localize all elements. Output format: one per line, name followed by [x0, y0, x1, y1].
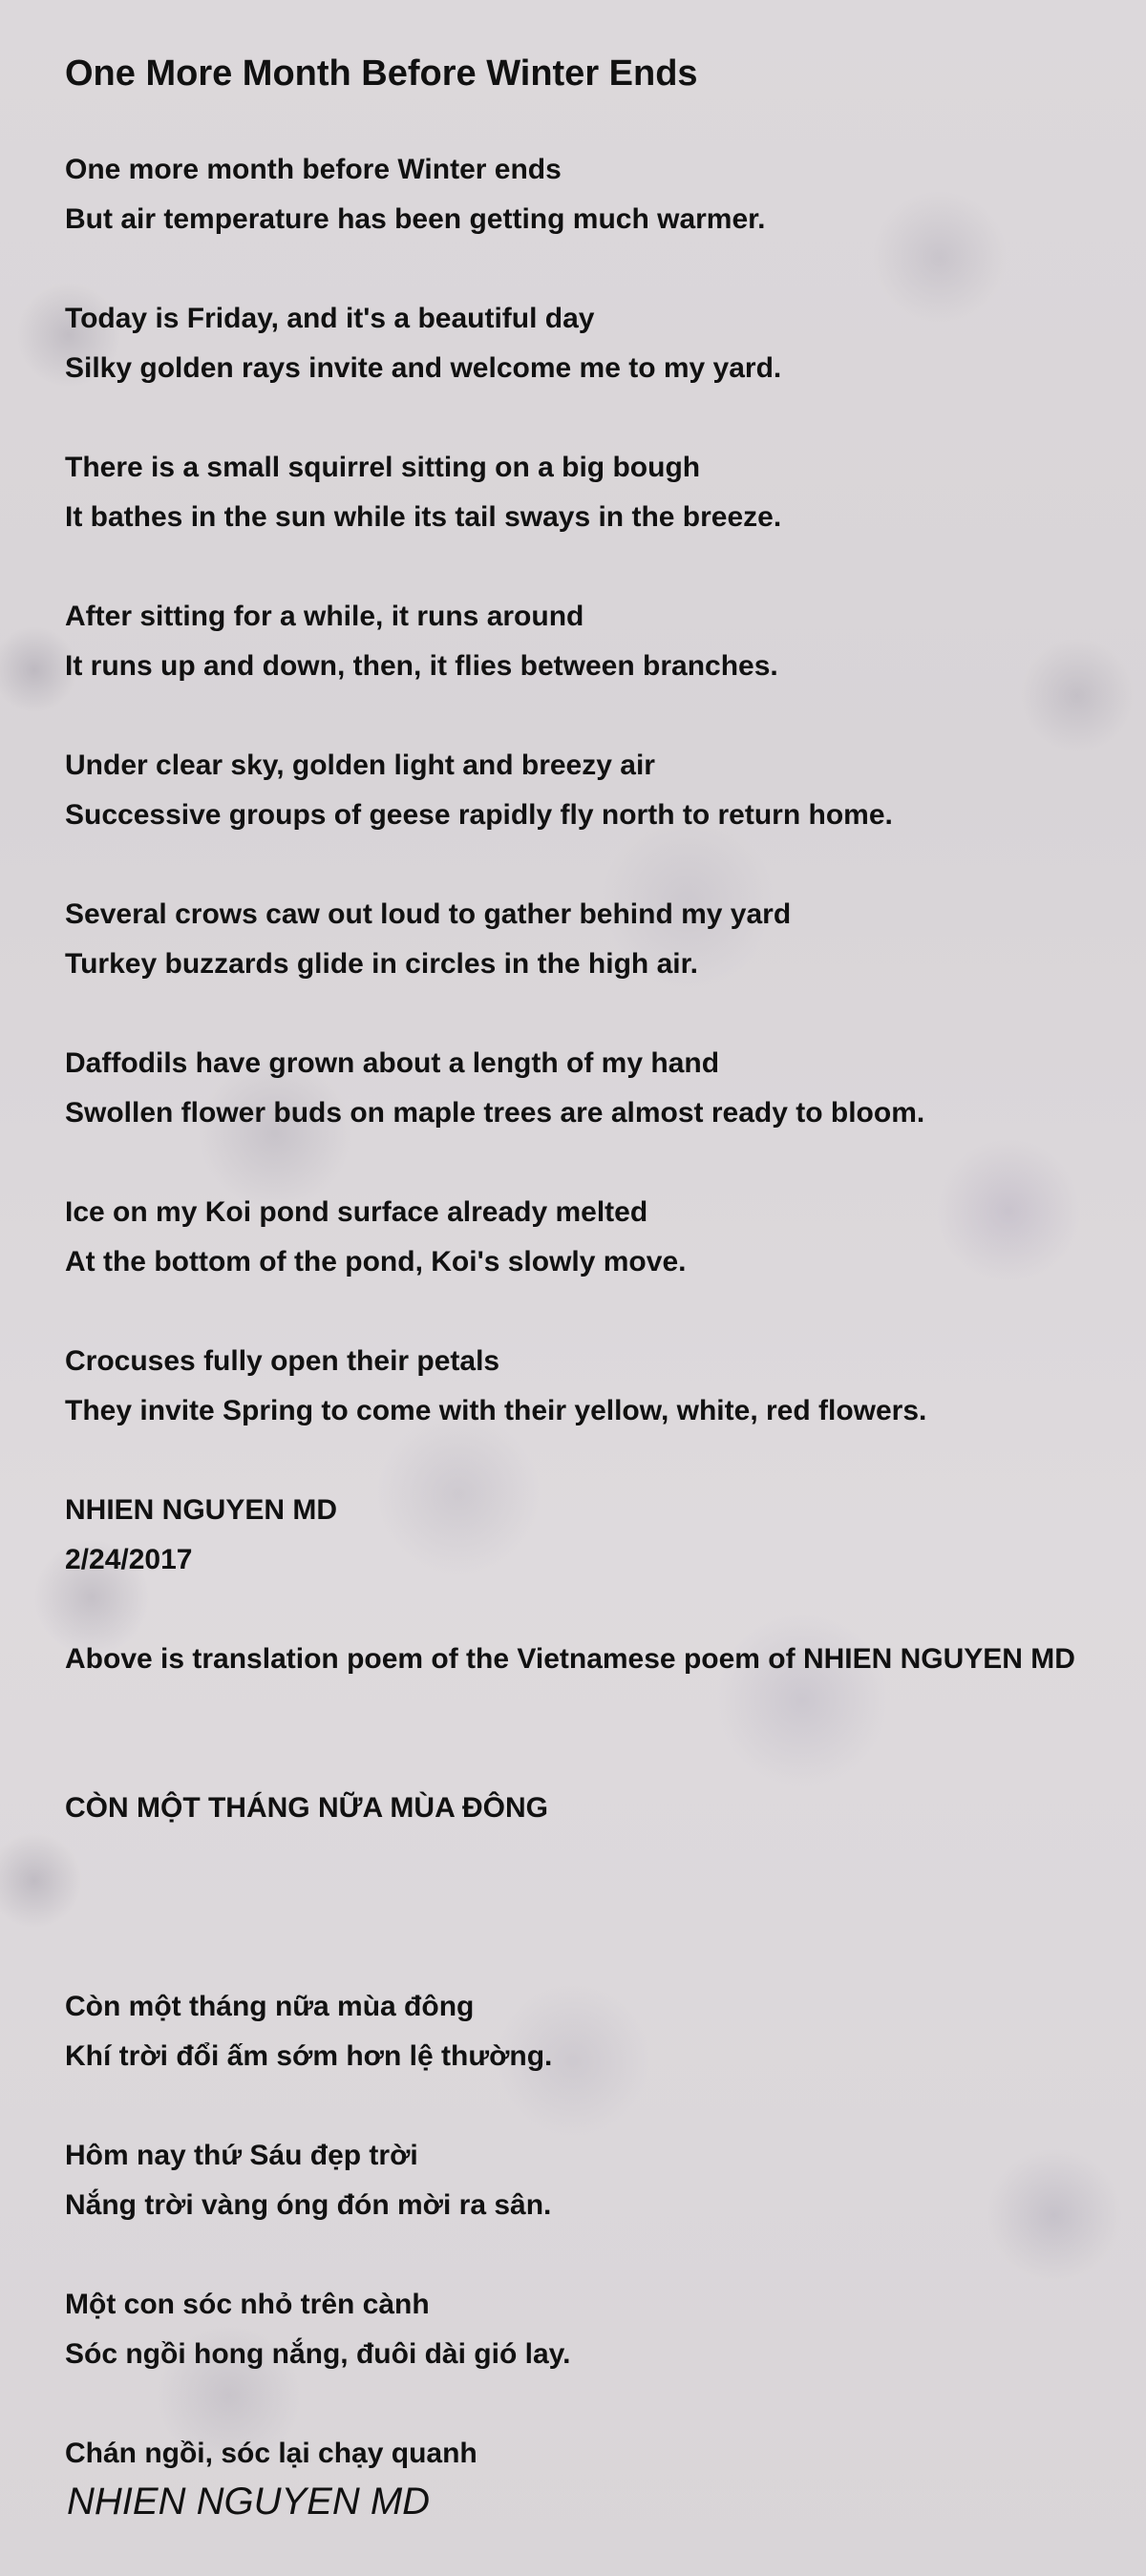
poem-line: They invite Spring to come with their yellow, white, red flowers.: [65, 1395, 927, 1426]
poem-line: After sitting for a while, it runs around: [65, 601, 584, 632]
poem-line: 2/24/2017: [65, 1544, 193, 1575]
poem-line: Under clear sky, golden light and breezy air: [65, 750, 655, 781]
poem-line: Ice on my Koi pond surface already melted: [65, 1196, 648, 1228]
poem-line: Hôm nay thứ Sáu đẹp trời: [65, 2140, 418, 2171]
poem-line: Swollen flower buds on maple trees are almost ready to bloom.: [65, 1097, 925, 1129]
poem-blank-line: [65, 691, 1146, 741]
poem-blank-line: [65, 1734, 1146, 1784]
poem-line: It runs up and down, then, it flies between branches.: [65, 650, 778, 682]
poem-body: [65, 145, 1146, 2479]
poem-blank-line: [65, 2230, 1146, 2280]
poem-blank-line: [65, 1684, 1146, 1734]
poem-line: NHIEN NGUYEN MD: [65, 1494, 338, 1526]
poem-line: Successive groups of geese rapidly fly north to return home.: [65, 799, 893, 831]
poem-blank-line: [65, 1287, 1146, 1337]
poem-line: Khí trời đổi ấm sớm hơn lệ thường.: [65, 2040, 553, 2072]
poem-title: One More Month Before Winter Ends: [65, 53, 698, 94]
poem-line: Crocuses fully open their petals: [65, 1345, 500, 1377]
poem-blank-line: [65, 1436, 1146, 1486]
poem-blank-line: [65, 1932, 1146, 1982]
poem-blank-line: [65, 1138, 1146, 1188]
poem-container: [65, 48, 1146, 2479]
poem-blank-line: [65, 542, 1146, 592]
poem-line: Chán ngồi, sóc lại chạy quanh: [65, 2438, 478, 2469]
poem-line: Silky golden rays invite and welcome me to my yard.: [65, 352, 782, 384]
poem-line: Turkey buzzards glide in circles in the high air.: [65, 948, 698, 980]
poem-blank-line: [65, 2379, 1146, 2429]
poem-line: Sóc ngồi hong nắng, đuôi dài gió lay.: [65, 2338, 571, 2370]
poem-blank-line: [65, 840, 1146, 890]
poem-line: Today is Friday, and it's a beautiful day: [65, 303, 595, 334]
poem-blank-line: [65, 1833, 1146, 1883]
poem-line: But air temperature has been getting much warmer.: [65, 203, 766, 235]
poem-blank-line: [65, 1585, 1146, 1635]
poem-line: CÒN MỘT THÁNG NỮA MÙA ĐÔNG: [65, 1792, 548, 1824]
poem-line: One more month before Winter ends: [65, 154, 562, 185]
poem-blank-line: [65, 244, 1146, 294]
poem-blank-line: [65, 393, 1146, 443]
poem-blank-line: [65, 2081, 1146, 2131]
poem-blank-line: [65, 1883, 1146, 1932]
poem-line: At the bottom of the pond, Koi's slowly move.: [65, 1246, 687, 1277]
poem-line: There is a small squirrel sitting on a big bough: [65, 452, 701, 483]
poem-line: Một con sóc nhỏ trên cành: [65, 2289, 430, 2320]
author-signature: NHIEN NGUYEN MD: [67, 2481, 431, 2523]
poem-line: Còn một tháng nữa mùa đông: [65, 1991, 475, 2022]
poem-blank-line: [65, 989, 1146, 1039]
poem-line: It bathes in the sun while its tail sways in the breeze.: [65, 501, 782, 533]
poem-line: Daffodils have grown about a length of my hand: [65, 1047, 720, 1079]
poem-line: Several crows caw out loud to gather behind my yard: [65, 898, 792, 930]
poem-line: Above is translation poem of the Vietnamese poem of NHIEN NGUYEN MD: [65, 1643, 1075, 1675]
poem-line: Nắng trời vàng óng đón mời ra sân.: [65, 2189, 552, 2221]
